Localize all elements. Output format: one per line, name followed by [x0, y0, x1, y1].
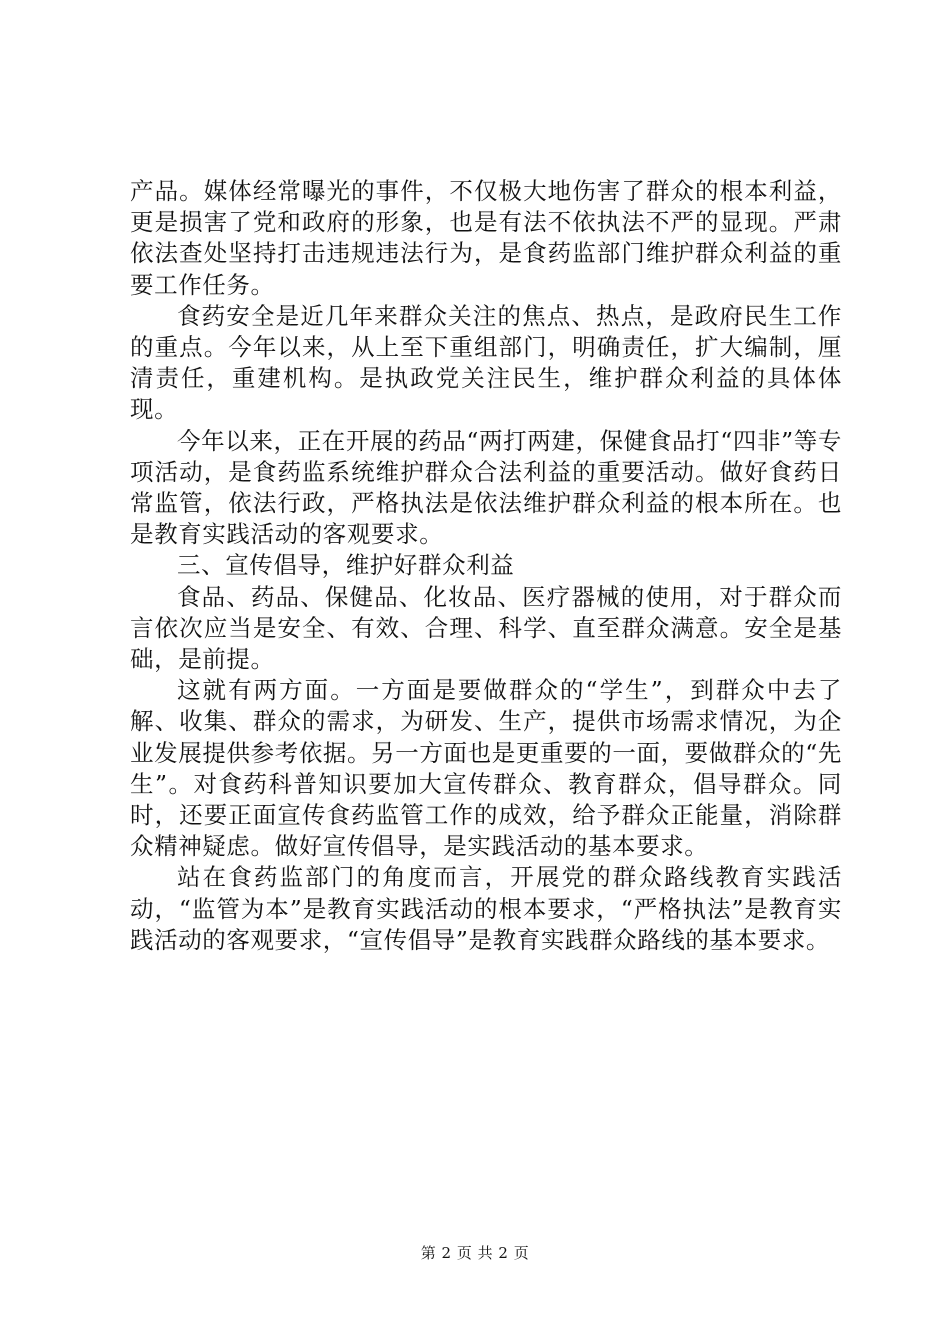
paragraph-two-aspects: 这就有两方面。一方面是要做群众的“学生”，到群众中去了解、收集、群众的需求，为研发、生产，提供市场需求情况，为企业发展提供参考依据。另一方面也是更重要的一面，要做群众的“先生”。对食药科普知识要加大宣传群众、教育群众，倡导群众。同时，还要正面宣传食药监管工作的成效，给予群众正能量，消除群众精神疑虑。做好宣传倡导，是实践活动的基本要求。: [130, 676, 842, 861]
section-heading-publicity: 三、宣传倡导，维护好群众利益: [177, 551, 515, 580]
paragraph-continuation: 产品。媒体经常曝光的事件，不仅极大地伤害了群众的根本利益，更是损害了党和政府的形象，也是有法不依执法不严的显现。严肃依法查处坚持打击违规违法行为，是食药监部门维护群众利益的重要工作任务。: [130, 177, 842, 299]
paragraph-special-campaigns: 今年以来，正在开展的药品“两打两建，保健食品打“四非”等专项活动，是食药监系统维护群众合法利益的重要活动。做好食药日常监管，依法行政，严格执法是依法维护群众利益的根本所在。也是教育实践活动的客观要求。: [130, 426, 842, 549]
document-body: [130, 176, 842, 956]
paragraph-conclusion: 站在食药监部门的角度而言，开展党的群众路线教育实践活动，“监管为本”是教育实践活动的根本要求，“严格执法”是教育实践活动的客观要求，“宣传倡导”是教育实践群众路线的基本要求。: [130, 863, 842, 954]
page-footer: 第 2 页 共 2 页: [420, 1244, 530, 1262]
paragraph-food-safety-focus: 食药安全是近几年来群众关注的焦点、热点，是政府民生工作的重点。今年以来，从上至下重组部门，明确责任，扩大编制，厘清责任，重建机构。是执政党关注民生，维护群众利益的具体体现。: [130, 301, 842, 424]
paragraph-product-safety: 食品、药品、保健品、化妆品、医疗器械的使用，对于群众而言依次应当是安全、有效、合理、科学、直至群众满意。安全是基础，是前提。: [130, 582, 842, 674]
